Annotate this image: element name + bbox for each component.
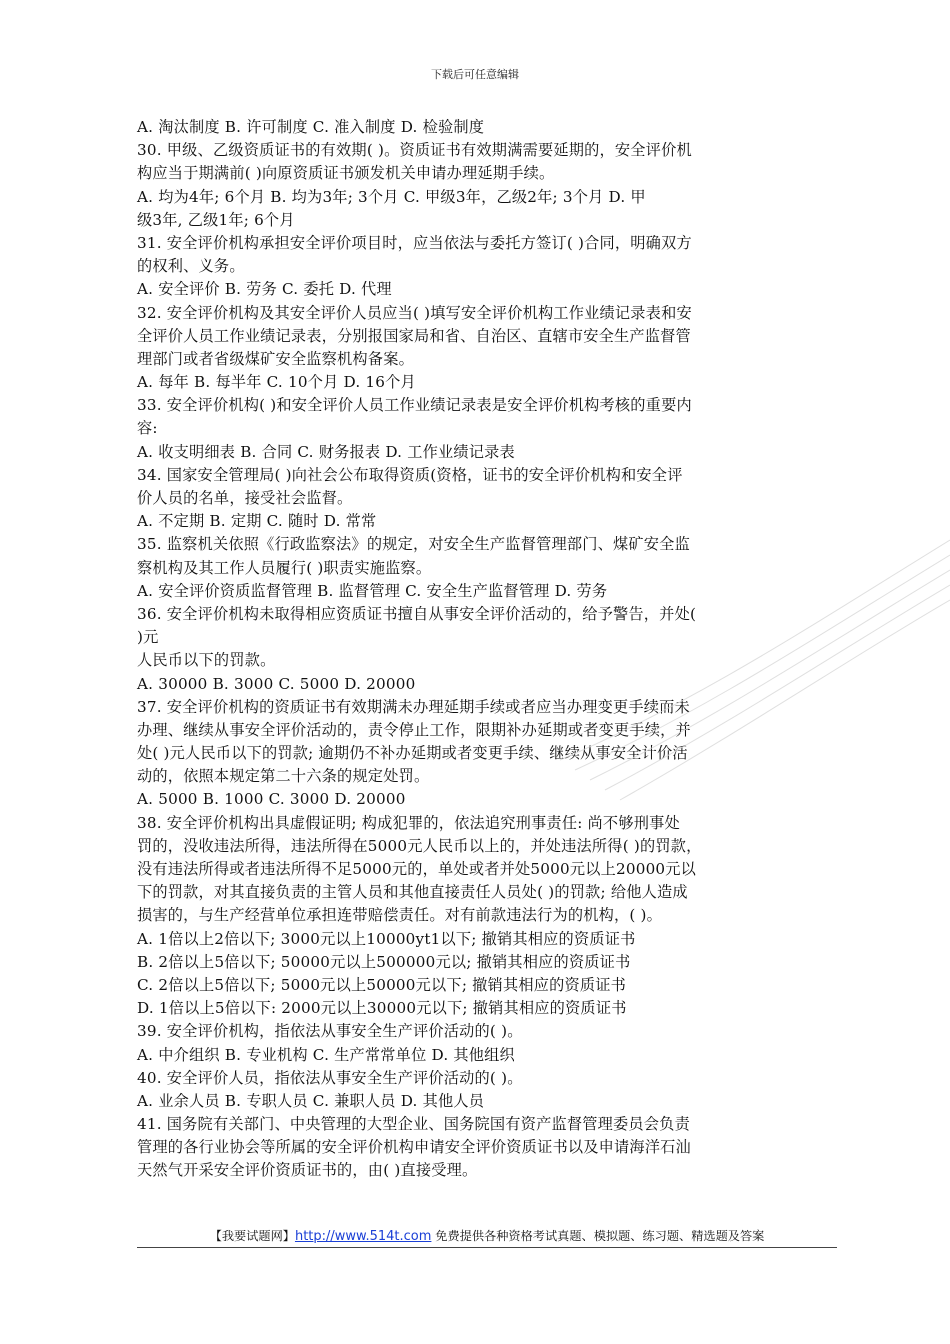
text-line: 32. 安全评价机构及其安全评价人员应当( )填写安全评价机构工作业绩记录表和安 <box>137 303 692 322</box>
text-line: 40. 安全评价人员，指依法从事安全生产评价活动的( )。 <box>137 1068 523 1087</box>
text-line: 31. 安全评价机构承担安全评价项目时，应当依法与委托方签订( )合同，明确双方 <box>137 233 692 252</box>
text-line: 39. 安全评价机构，指依法从事安全生产评价活动的( )。 <box>137 1022 523 1041</box>
text-line: A. 每年 B. 每半年 C. 10个月 D. 16个月 <box>137 373 416 392</box>
text-line: 损害的，与生产经营单位承担连带赔偿责任。对有前款违法行为的机构，( )。 <box>137 906 663 925</box>
text-line: 容: <box>137 419 158 438</box>
text-line: 38. 安全评价机构出具虚假证明; 构成犯罪的，依法追究刑事责任: 尚不够刑事处 <box>137 813 680 832</box>
text-line: 察机构及其工作人员履行( )职责实施监察。 <box>137 558 432 577</box>
text-line: A. 中介组织 B. 专业机构 C. 生产常常单位 D. 其他组织 <box>137 1045 515 1064</box>
text-line: 没有违法所得或者违法所得不足5000元的，单处或者并处5000元以上20000元以 <box>137 860 697 878</box>
text-line: 构应当于期满前( )向原资质证书颁发机关申请办理延期手续。 <box>137 164 555 183</box>
footer-link[interactable]: http://www.514t.com <box>294 1229 432 1244</box>
text-line: 罚的，没收违法所得，违法所得在5000元人民币以上的，并处违法所得( )的罚款， <box>137 836 702 855</box>
text-line: 级3年, 乙级1年; 6个月 <box>137 210 295 229</box>
page-header: 下载后可任意编辑 <box>431 68 519 81</box>
text-line: B. 2倍以上5倍以下; 50000元以上500000元以; 撤销其相应的资质证书 <box>137 952 631 971</box>
text-line: 的权利、义务。 <box>137 257 245 276</box>
footer-slogan: 免费提供各种资格考试真题、模拟题、练习题、精选题及答案 <box>431 1229 765 1243</box>
text-line: 理部门或者省级煤矿安全监察机构备案。 <box>137 349 414 368</box>
text-line: A. 均为4年; 6个月 B. 均为3年; 3个月 C. 甲级3年，乙级2年; 3个月 D. 甲 <box>137 187 646 206</box>
text-line: 下的罚款，对其直接负责的主管人员和其他直接责任人员处( )的罚款; 给他人造成 <box>137 883 688 902</box>
text-line: 天然气开采安全评价资质证书的，由( )直接受理。 <box>137 1161 478 1180</box>
text-line: 价人员的名单，接受社会监督。 <box>137 489 353 507</box>
text-line: )元 <box>137 628 159 647</box>
text-line: A. 安全评价资质监督管理 B. 监督管理 C. 安全生产监督管理 D. 劳务 <box>137 581 608 600</box>
page-footer <box>137 1227 837 1244</box>
text-line: 30. 甲级、乙级资质证书的有效期( )。资质证书有效期满需要延期的，安全评价机 <box>137 141 692 160</box>
footer-brand: 【我要试题网】 <box>209 1229 295 1243</box>
text-line: A. 安全评价 B. 劳务 C. 委托 D. 代理 <box>137 280 392 299</box>
footer-divider <box>137 1247 837 1248</box>
text-line: C. 2倍以上5倍以下; 5000元以上50000元以下; 撤销其相应的资质证书 <box>137 975 627 994</box>
text-line: A. 30000 B. 3000 C. 5000 D. 20000 <box>137 674 416 693</box>
text-line: 处( )元人民币以下的罚款; 逾期仍不补办延期或者变更手续、继续从事安全计价活 <box>137 744 688 763</box>
text-line: 动的，依照本规定第二十六条的规定处罚。 <box>137 767 430 786</box>
text-line: 管理的各行业协会等所属的安全评价机构申请安全评价资质证书以及申请海洋石汕 <box>137 1138 691 1157</box>
text-line: A. 收支明细表 B. 合同 C. 财务报表 D. 工作业绩记录表 <box>137 442 515 461</box>
text-line: 33. 安全评价机构( )和安全评价人员工作业绩记录表是安全评价机构考核的重要内 <box>137 396 692 415</box>
text-line: 36. 安全评价机构未取得相应资质证书擅自从事安全评价活动的，给予警告，并处( <box>137 604 697 623</box>
text-line: A. 5000 B. 1000 C. 3000 D. 20000 <box>137 790 406 809</box>
document-body <box>137 116 837 1183</box>
text-line: 41. 国务院有关部门、中央管理的大型企业、国务院国有资产监督管理委员会负责 <box>137 1115 690 1134</box>
text-line: A. 1倍以上2倍以下; 3000元以上10000yt1以下; 撤销其相应的资质证书 <box>137 929 636 948</box>
text-line: 全评价人员工作业绩记录表，分别报国家局和省、自治区、直辖市安全生产监督管 <box>137 326 691 345</box>
text-line: A. 业余人员 B. 专职人员 C. 兼职人员 D. 其他人员 <box>137 1091 485 1110</box>
text-line: D. 1倍以上5倍以下: 2000元以上30000元以下; 撤销其相应的资质证书 <box>137 999 627 1018</box>
text-line: 办理、继续从事安全评价活动的，责令停止工作，限期补办延期或者变更手续，并 <box>137 720 691 739</box>
text-line: 34. 国家安全管理局( )向社会公布取得资质(资格，证书的安全评价机构和安全评 <box>137 465 683 484</box>
text-line: A. 不定期 B. 定期 C. 随时 D. 常常 <box>137 512 377 531</box>
text-line: 35. 监察机关依照《行政监察法》的规定，对安全生产监督管理部门、煤矿安全监 <box>137 535 690 554</box>
text-line: 37. 安全评价机构的资质证书有效期满未办理延期手续或者应当办理变更手续而未 <box>137 697 690 716</box>
text-line: 人民币以下的罚款。 <box>137 651 276 670</box>
text-line: A. 淘汰制度 B. 许可制度 C. 准入制度 D. 检验制度 <box>137 118 485 136</box>
